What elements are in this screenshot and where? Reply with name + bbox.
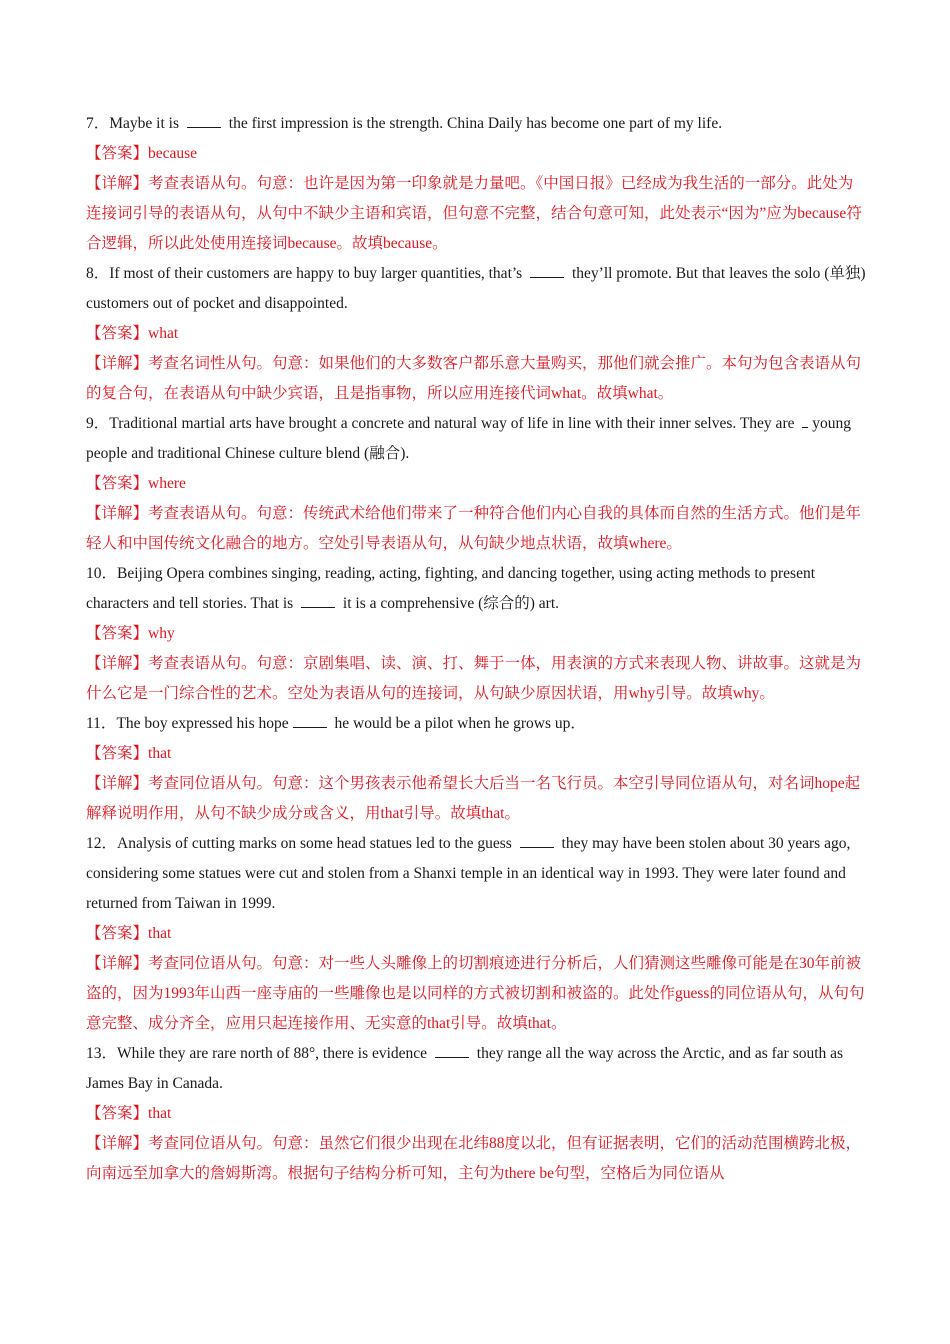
question-text: Beijing Opera combines singing, reading, acting, fighting, and dancing together, using acting methods to present characters and tell stories. That is — [86, 565, 816, 612]
detail-tag: 【详解】 — [86, 655, 149, 672]
detail-text: 考查表语从句。句意：京剧集唱、读、演、打、舞于一体，用表演的方式来表现人物、讲故事。这就是为什么它是一门综合性的艺术。空处为表语从句的连接词，从句缺少原因状语，用why引导。故填why。 — [86, 655, 862, 702]
answer-9 — [86, 469, 868, 499]
answer-blank — [435, 1056, 469, 1058]
question-10 — [86, 559, 868, 619]
question-text: young people and traditional Chinese culture blend (融合). — [86, 415, 851, 462]
question-text: Traditional martial arts have brought a concrete and natural way of life in line with their inner selves. They are — [109, 415, 799, 432]
answer-blank — [187, 126, 221, 128]
answer-value: that — [148, 1105, 172, 1122]
question-text: the first impression is the strength. China Daily has become one part of my life. — [224, 115, 723, 132]
detail-text: 考查同位语从句。句意：虽然它们很少出现在北纬88度以北，但有证据表明，它们的活动范围横跨北极，向南远至加拿大的詹姆斯湾。根据句子结构分析可知，主句为there be句型，空格后为同位语从 — [86, 1135, 862, 1182]
question-13 — [86, 1039, 868, 1099]
answer-value: that — [148, 925, 172, 942]
question-text: he would be a pilot when he grows up． — [330, 715, 586, 732]
question-number: 11． — [86, 715, 117, 732]
question-number: 13． — [86, 1045, 118, 1062]
question-text: Maybe it is — [109, 115, 183, 132]
question-number: 8． — [86, 265, 110, 282]
detail-12 — [86, 949, 868, 1039]
question-number: 10． — [86, 565, 118, 582]
question-12 — [86, 829, 868, 919]
question-text: they range all the way across the Arctic, and as far south as James Bay in Canada. — [86, 1045, 844, 1092]
answer-value: what — [148, 325, 179, 342]
answer-8 — [86, 319, 868, 349]
question-number: 7． — [86, 115, 110, 132]
answer-blank — [530, 276, 564, 278]
question-text: they may have been stolen about 30 years ago, considering some statues were cut and stolen from a Shanxi temple in an identical way in 1993. They were later found and returned from Taiwan in 1999. — [86, 835, 851, 912]
answer-tag: 【答案】 — [86, 1105, 149, 1122]
answer-value: that — [148, 745, 172, 762]
detail-tag: 【详解】 — [86, 775, 149, 792]
answer-value: where — [148, 475, 186, 492]
detail-text: 考查名词性从句。句意：如果他们的大多数客户都乐意大量购买，那他们就会推广。本句为包含表语从句的复合句，在表语从句中缺少宾语，且是指事物，所以应用连接代词what。故填what。 — [86, 355, 862, 402]
answer-7 — [86, 139, 868, 169]
detail-8 — [86, 349, 868, 409]
detail-9 — [86, 499, 868, 559]
answer-tag: 【答案】 — [86, 325, 149, 342]
detail-tag: 【详解】 — [86, 505, 149, 522]
detail-text: 考查表语从句。句意：也许是因为第一印象就是力量吧。《中国日报》已经成为我生活的一部分。此处为连接词引导的表语从句，从句中不缺少主语和宾语，但句意不完整，结合句意可知，此处表示“因为”应为because符合逻辑，所以此处使用连接词because。故填because。 — [86, 175, 862, 252]
detail-text: 考查同位语从句。句意：这个男孩表示他希望长大后当一名飞行员。本空引导同位语从句，对名词hope起解释说明作用，从句不缺少成分或含义，用that引导。故填that。 — [86, 775, 861, 822]
answer-11 — [86, 739, 868, 769]
question-11 — [86, 709, 868, 739]
question-text: they’ll promote. But that leaves the solo (单独) customers out of pocket and disappointed. — [86, 265, 866, 312]
detail-13 — [86, 1129, 868, 1189]
detail-text: 考查同位语从句。句意：对一些人头雕像上的切割痕迹进行分析后，人们猜测这些雕像可能是在30年前被盗的，因为1993年山西一座寺庙的一些雕像也是以同样的方式被切割和被盗的。此处作guess的同位语从句，从句句意完整、成分齐全，应用只起连接作用、无实意的that引导。故填that。 — [86, 955, 865, 1032]
question-9 — [86, 409, 868, 469]
answer-tag: 【答案】 — [86, 745, 149, 762]
question-text: If most of their customers are happy to buy larger quantities, that’s — [109, 265, 527, 282]
detail-7 — [86, 169, 868, 259]
answer-value: because — [148, 145, 198, 162]
answer-tag: 【答案】 — [86, 925, 149, 942]
answer-blank — [520, 846, 554, 848]
answer-12 — [86, 919, 868, 949]
detail-text: 考查表语从句。句意：传统武术给他们带来了一种符合他们内心自我的具体而自然的生活方式。他们是年轻人和中国传统文化融合的地方。空处引导表语从句，从句缺少地点状语，故填where。 — [86, 505, 862, 552]
question-8 — [86, 259, 868, 319]
detail-10 — [86, 649, 868, 709]
detail-11 — [86, 769, 868, 829]
answer-13 — [86, 1099, 868, 1129]
question-7 — [86, 109, 868, 139]
detail-tag: 【详解】 — [86, 175, 149, 192]
question-text: it is a comprehensive (综合的) art. — [339, 595, 559, 612]
exercise-list — [86, 109, 868, 1189]
answer-tag: 【答案】 — [86, 475, 149, 492]
detail-tag: 【详解】 — [86, 355, 149, 372]
answer-blank — [293, 726, 327, 728]
answer-value: why — [148, 625, 175, 642]
question-text: While they are rare north of 88°, there is evidence — [117, 1045, 431, 1062]
question-text: Analysis of cutting marks on some head statues led to the guess — [117, 835, 516, 852]
answer-10 — [86, 619, 868, 649]
answer-tag: 【答案】 — [86, 145, 149, 162]
question-number: 9． — [86, 415, 110, 432]
answer-blank — [301, 606, 335, 608]
detail-tag: 【详解】 — [86, 1135, 149, 1152]
question-number: 12． — [86, 835, 118, 852]
question-text: The boy expressed his hope — [116, 715, 289, 732]
detail-tag: 【详解】 — [86, 955, 149, 972]
answer-tag: 【答案】 — [86, 625, 149, 642]
